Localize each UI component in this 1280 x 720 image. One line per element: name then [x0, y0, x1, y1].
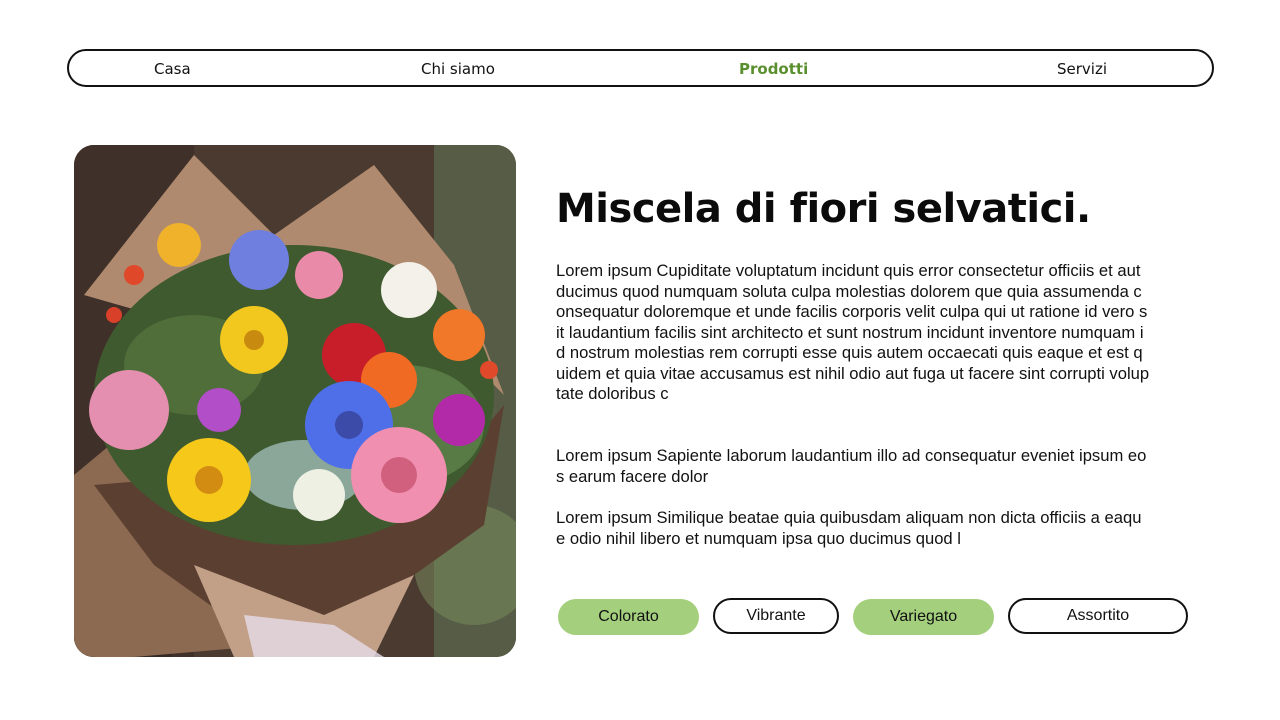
product-title: Miscela di fiori selvatici.: [556, 186, 1091, 232]
tag-assortito[interactable]: Assortito: [1008, 598, 1188, 634]
nav-item-servizi[interactable]: Servizi: [1057, 60, 1108, 78]
product-description-paragraph: Lorem ipsum Cupiditate voluptatum incidunt quis error consectetur officiis et aut ducimus quod numquam soluta culpa molestias dolorem que quia assumenda consequatur doloremque et unde facilis corporis velit culpa qui ut ratione id vero sit laudantium facilis sint architecto et sunt nostrum incidunt inventore numquam id nostrum molestias rem corrupti esse quis autem occaecati quis eaque et est quidem et quia vitae accusamus est nihil odio aut fuga ut facere sint corrupti voluptate doloribus c: [556, 261, 1150, 403]
tag-vibrante[interactable]: Vibrante: [713, 598, 839, 634]
flower-bouquet-illustration: [74, 145, 516, 657]
nav-item-prodotti[interactable]: Prodotti: [739, 60, 809, 78]
product-description-paragraph: Lorem ipsum Sapiente laborum laudantium illo ad consequatur eveniet ipsum eos earum facere dolor: [556, 446, 1147, 486]
nav-item-chi-siamo[interactable]: Chi siamo: [421, 60, 495, 78]
product-description-paragraph: Lorem ipsum Similique beatae quia quibusdam aliquam non dicta officiis a eaque odio nihil libero et numquam ipsa quo ducimus quod l: [556, 508, 1142, 548]
flower-bouquet-image: [74, 145, 516, 657]
main-navigation: [67, 49, 1214, 87]
tag-colorato[interactable]: Colorato: [558, 599, 699, 635]
nav-item-casa[interactable]: Casa: [154, 60, 191, 78]
tag-variegato[interactable]: Variegato: [853, 599, 994, 635]
